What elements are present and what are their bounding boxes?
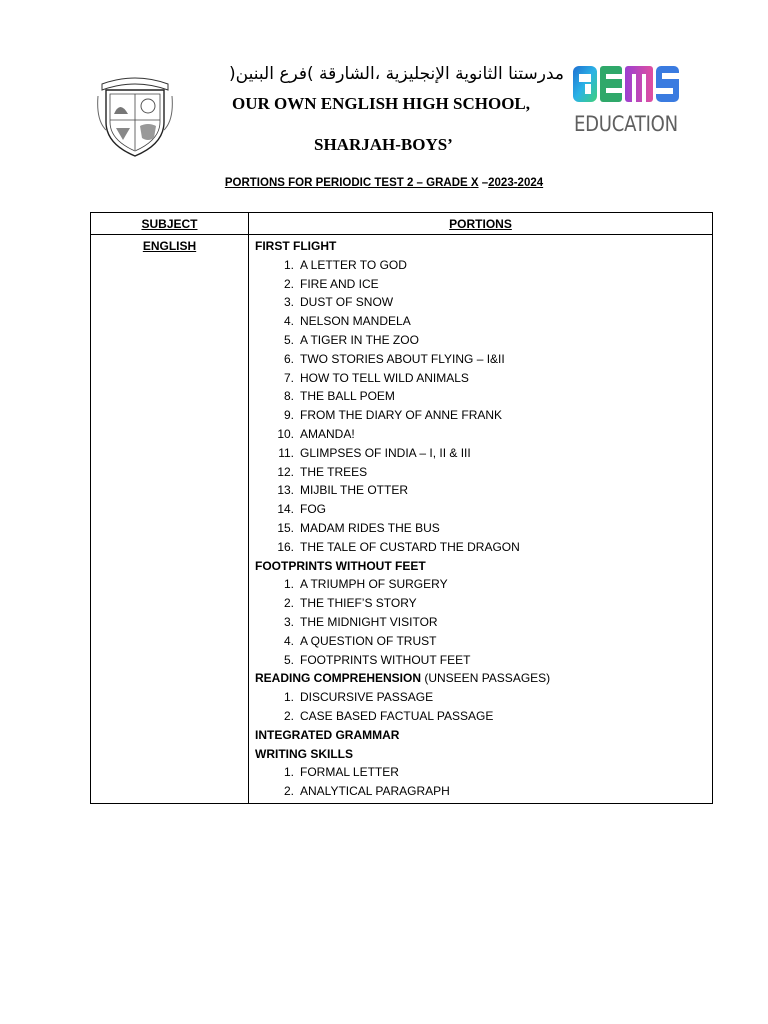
list-item-number: 12. <box>277 464 294 479</box>
list-item-label: THE THIEF’S STORY <box>300 596 417 611</box>
list-item-label: A QUESTION OF TRUST <box>300 633 437 648</box>
list-item-number: 6. <box>283 351 294 366</box>
list-item-label: TWO STORIES ABOUT FLYING – I&II <box>300 351 505 366</box>
subject-column-header: SUBJECT <box>91 213 249 235</box>
list-item-label: A TRIUMPH OF SURGERY <box>300 577 448 592</box>
list-item <box>255 575 712 594</box>
list-item-label: DISCURSIVE PASSAGE <box>300 690 434 705</box>
section-item-list <box>255 575 712 669</box>
list-item-label: MADAM RIDES THE BUS <box>300 520 440 535</box>
school-crest-logo <box>96 70 174 158</box>
section-heading-label: INTEGRATED GRAMMAR <box>255 727 400 742</box>
list-item-number: 14. <box>277 502 294 517</box>
list-item <box>255 481 712 500</box>
list-item <box>255 519 712 538</box>
list-item-label: A TIGER IN THE ZOO <box>300 332 419 347</box>
portions-table <box>90 212 713 804</box>
list-item-label: FIRE AND ICE <box>300 276 379 291</box>
list-item-label: NELSON MANDELA <box>300 314 411 329</box>
list-item <box>255 350 712 369</box>
title-prefix: PORTIONS FOR PERIODIC TEST 2 – GRADE <box>224 177 471 189</box>
section-heading <box>255 726 712 745</box>
list-item-number: 5. <box>283 652 294 667</box>
list-item <box>255 369 712 388</box>
table-row <box>91 235 713 804</box>
list-item-number: 3. <box>283 295 294 310</box>
section-heading-note: (UNSEEN PASSAGES) <box>421 671 551 686</box>
list-item-number: 1. <box>283 690 294 705</box>
title-separator: – <box>478 177 489 189</box>
list-item <box>255 594 712 613</box>
list-item-label: DUST OF SNOW <box>300 295 394 310</box>
list-item-label: THE MIDNIGHT VISITOR <box>300 614 438 629</box>
title-year: 2023-2024 <box>488 177 544 189</box>
list-item-number: 16. <box>277 539 294 554</box>
section-heading <box>255 669 712 688</box>
list-item <box>255 538 712 557</box>
education-label: EDUCATION <box>574 112 678 136</box>
list-item-label: A LETTER TO GOD <box>300 257 407 272</box>
list-item-number: 4. <box>283 314 294 329</box>
list-item <box>255 444 712 463</box>
list-item-number: 1. <box>283 765 294 780</box>
list-item <box>255 782 712 801</box>
list-item-number: 2. <box>283 596 294 611</box>
page-title <box>0 177 768 189</box>
list-item-number: 4. <box>283 633 294 648</box>
list-item <box>255 613 712 632</box>
list-item-number: 15. <box>277 520 294 535</box>
list-item-label: THE TREES <box>300 464 368 479</box>
section-heading <box>255 745 712 764</box>
list-item-label: THE TALE OF CUSTARD THE DRAGON <box>300 539 520 554</box>
list-item-number: 5. <box>283 332 294 347</box>
list-item-number: 3. <box>283 614 294 629</box>
section-heading-label: FOOTPRINTS WITHOUT FEET <box>255 558 426 573</box>
school-name-line2: SHARJAH-BOYS’ <box>314 135 453 154</box>
section-heading-label: READING COMPREHENSION <box>255 671 422 686</box>
list-item-label: AMANDA! <box>300 426 355 441</box>
list-item <box>255 425 712 444</box>
list-item-label: ANALYTICAL PARAGRAPH <box>300 784 450 799</box>
list-item <box>255 707 712 726</box>
section-heading <box>255 557 712 576</box>
list-item <box>255 387 712 406</box>
list-item-number: 9. <box>283 408 294 423</box>
portions-cell <box>249 235 713 804</box>
list-item <box>255 500 712 519</box>
portions-column-header: PORTIONS <box>249 213 713 235</box>
list-item <box>255 632 712 651</box>
section-heading <box>255 237 712 256</box>
list-item-label: HOW TO TELL WILD ANIMALS <box>300 370 469 385</box>
list-item-number: 2. <box>283 276 294 291</box>
gems-education-logo <box>573 64 681 140</box>
list-item-label: CASE BASED FACTUAL PASSAGE <box>300 708 494 723</box>
section-item-list <box>255 688 712 726</box>
list-item <box>255 688 712 707</box>
list-item-label: GLIMPSES OF INDIA – I, II & III <box>300 445 471 460</box>
list-item <box>255 275 712 294</box>
list-item-number: 8. <box>283 389 294 404</box>
list-item <box>255 312 712 331</box>
table-header-row <box>91 213 713 235</box>
list-item <box>255 256 712 275</box>
section-item-list <box>255 763 712 801</box>
list-item-label: THE BALL POEM <box>300 389 395 404</box>
list-item-number: 1. <box>283 577 294 592</box>
list-item-label: FOG <box>300 502 326 517</box>
list-item <box>255 463 712 482</box>
list-item <box>255 651 712 670</box>
section-heading-label: FIRST FLIGHT <box>255 239 337 253</box>
list-item-number: 7. <box>283 370 294 385</box>
list-item-number: 2. <box>283 784 294 799</box>
gems-wordmark-icon <box>573 64 679 104</box>
list-item-label: MIJBIL THE OTTER <box>300 483 409 498</box>
section-item-list <box>255 256 712 557</box>
list-item-number: 2. <box>283 708 294 723</box>
list-item-number: 13. <box>277 483 294 498</box>
list-item-number: 1. <box>283 257 294 272</box>
title-grade: X <box>470 177 479 189</box>
list-item-label: FOOTPRINTS WITHOUT FEET <box>300 652 471 667</box>
list-item-label: FORMAL LETTER <box>300 765 399 780</box>
list-item-number: 10. <box>277 426 294 441</box>
list-item-label: FROM THE DIARY OF ANNE FRANK <box>300 408 503 423</box>
list-item <box>255 331 712 350</box>
list-item <box>255 406 712 425</box>
list-item-number: 11. <box>278 445 294 460</box>
section-heading-label: WRITING SKILLS <box>255 746 353 761</box>
school-name-line1: OUR OWN ENGLISH HIGH SCHOOL, <box>232 94 531 113</box>
school-name-arabic: مدرستنا الثانوية الإنجليزية ،الشارقة )فرع البنين( <box>229 64 564 84</box>
subject-cell: ENGLISH <box>91 235 249 804</box>
list-item <box>255 763 712 782</box>
list-item <box>255 293 712 312</box>
